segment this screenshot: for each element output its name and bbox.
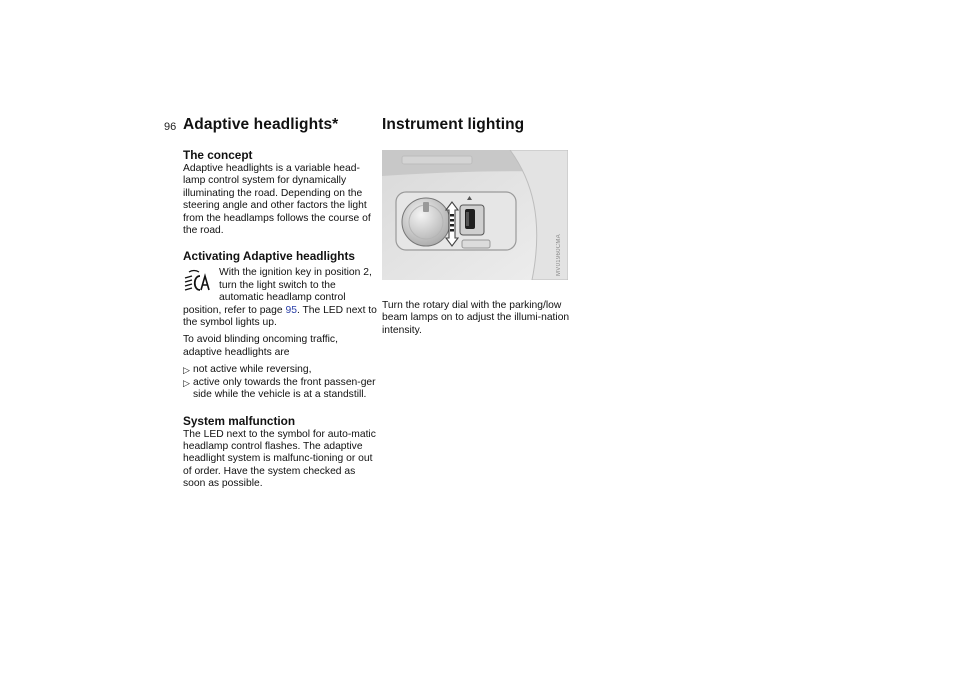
bullet-arrow-icon: ▷ <box>183 365 190 376</box>
left-column <box>183 116 379 491</box>
page-number: 96 <box>164 121 177 133</box>
bullet-item <box>183 364 379 376</box>
bullet-text: active only towards the front passen-ger side while the vehicle is at a standstill. <box>193 376 376 401</box>
activating-bullets <box>183 364 379 401</box>
malfunction-heading: System malfunction <box>183 413 296 428</box>
instrument-lighting-caption: Turn the rotary dial with the parking/low beam lamps on to adjust the illumi-nation intensity. <box>382 300 570 336</box>
right-column <box>382 116 578 337</box>
light-switch-illustration <box>382 150 568 280</box>
activating-section <box>183 249 379 401</box>
section-title-instrument-lighting: Instrument lighting <box>382 116 525 133</box>
activating-intro: To avoid blinding oncoming traffic, adaptive headlights are <box>183 334 338 358</box>
malfunction-text: The LED next to the symbol for auto-matic headlamp control flashes. The adaptive headlight system is malfunc-tioning or out of order. Have the system checked as soon as possible. <box>183 428 376 490</box>
concept-text: Adaptive headlights is a variable head-lamp control system for dynamically illuminating the road. Depending on the steering angle and other factors the light from the headlamps follows the course of the road. <box>183 163 371 237</box>
concept-section <box>183 148 379 237</box>
concept-heading: The concept <box>183 148 253 162</box>
bullet-text: not active while reversing, <box>193 364 312 376</box>
light-switch-photo <box>382 150 568 280</box>
page-95-link[interactable]: 95 <box>285 304 297 316</box>
image-reference-code: MV01960CMA <box>556 233 562 276</box>
activating-text <box>183 267 379 329</box>
malfunction-section <box>183 414 379 491</box>
bullet-arrow-icon: ▷ <box>183 377 190 388</box>
activating-text-end: . The LED next to the symbol lights up. <box>183 304 377 329</box>
bullet-item <box>183 377 379 402</box>
activating-text-start: With the ignition key in position 2, turn the light switch to the automatic headlamp control position, refer to page <box>183 267 372 316</box>
activating-heading: Activating Adaptive headlights <box>183 249 355 264</box>
adaptive-headlight-symbol-icon <box>183 269 211 297</box>
section-title-adaptive-headlights: Adaptive headlights* <box>183 116 339 133</box>
